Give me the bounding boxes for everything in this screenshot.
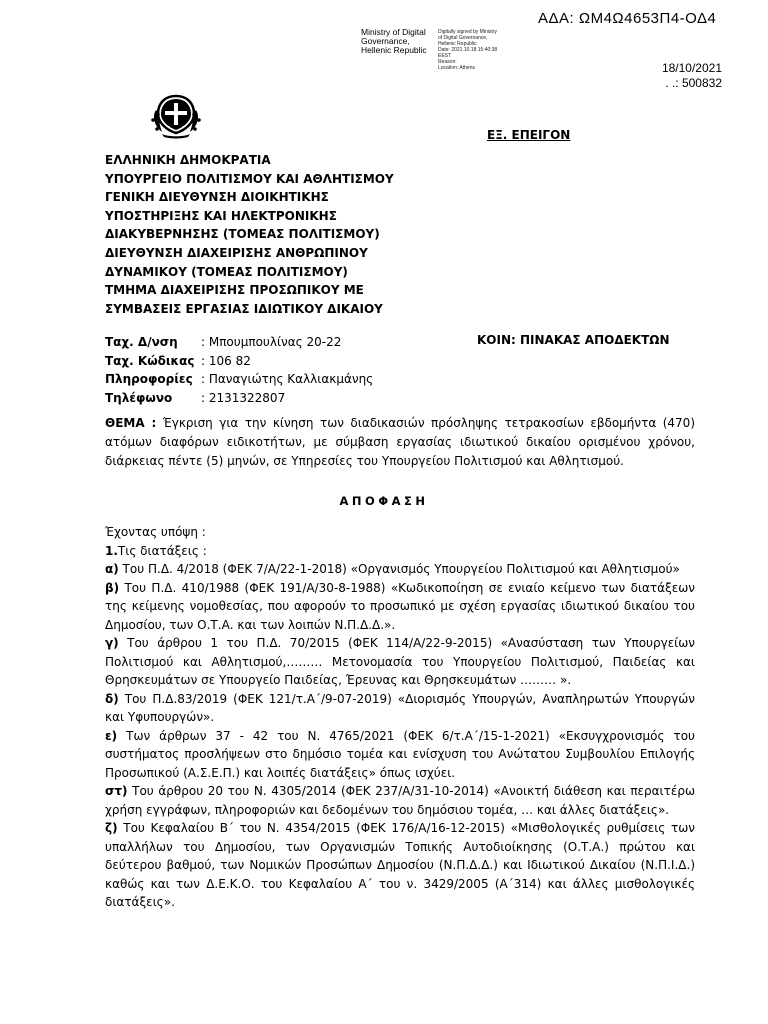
address-value: : Μπουμπουλίνας 20-22 <box>201 335 342 349</box>
signature-detail-line: Digitally signed by Ministry <box>438 29 497 35</box>
ada-number: ΑΔΑ: ΩΜ4Ω4653Π4-ΟΔ4 <box>538 10 717 27</box>
signature-detail-line: Reason: <box>438 59 457 65</box>
subject-text: Έγκριση για την κίνηση των διαδικασιών πρόσληψης τετρακοσίων εβδομήντα (470) ατόμων διαφόρων ειδικοτήτων, με σύμβαση εργασίας ιδιωτικού δικαίου ορισμένου χρόνου, διάρκειας πέντε (5) μηνών, σε Υπηρεσίες του Υπουργείου Πολιτισμού και Αθλητισμού. <box>105 416 695 468</box>
clause-text: Του άρθρου 1 του Π.Δ. 70/2015 (ΦΕΚ 114/Α/22-9-2015) «Ανασύσταση των Υπουργείων Πολιτισμού και Αθλητισμού,……… Μετονομασία του Υπουργείου Πολιτισμού, Παιδείας και Θρησκευμάτων σε Υπουργείο Παιδείας, Έρευνας και Θρησκευμάτων ……… ». <box>105 636 695 687</box>
phone-row <box>105 389 373 408</box>
clause-b <box>105 579 695 635</box>
info-label: Πληροφορίες <box>105 372 193 386</box>
item-1-number: 1. <box>105 543 118 558</box>
clause-text: Του Π.Δ.83/2019 (ΦΕΚ 121/τ.Α΄/9-07-2019) «Διορισμός Υπουργών, Αναπληρωτών Υπουργών και Υφυπουργών». <box>105 691 695 724</box>
sender-line: ΔΙΕΥΘΥΝΣΗ ΔΙΑΧΕΙΡΙΣΗΣ ΑΝΘΡΩΠΙΝΟΥ <box>105 245 368 260</box>
sender-line: ΥΠΟΣΤΗΡΙΞΗΣ ΚΑΙ ΗΛΕΚΤΡΟΝΙΚΗΣ <box>105 208 337 223</box>
intro-line: Έχοντας υπόψη : <box>105 525 206 539</box>
decision-title: ΑΠΟΦΑΣΗ <box>339 494 429 508</box>
phone-label: Τηλέφωνο <box>105 390 173 405</box>
clause-label: δ) <box>105 691 119 706</box>
clause-d <box>105 690 695 727</box>
postcode-value: : 106 82 <box>201 353 251 368</box>
signature-label-line: Hellenic Republic <box>361 45 427 56</box>
clause-st <box>105 782 695 819</box>
decision-body <box>105 523 695 912</box>
clause-label: στ) <box>105 784 128 798</box>
signature-details <box>438 29 538 71</box>
clause-text: Του Π.Δ. 4/2018 (ΦΕΚ 7/Α/22-1-2018) «Οργανισμός Υπουργείου Πολιτισμού και Αθλητισμού» <box>118 562 680 576</box>
clause-a <box>105 560 695 579</box>
item-1 <box>105 542 695 561</box>
clause-label: ζ) <box>105 821 118 835</box>
postcode-row <box>105 352 373 371</box>
postcode-label: Ταχ. Κώδικας <box>105 353 195 368</box>
protocol-number: . .: 500832 <box>665 76 722 90</box>
sender-line: ΣΥΜΒΑΣΕΙΣ ΕΡΓΑΣΙΑΣ ΙΔΙΩΤΙΚΟΥ ΔΙΚΑΙΟΥ <box>105 301 383 316</box>
clause-c <box>105 634 695 690</box>
address-label: Ταχ. Δ/νση <box>105 335 178 349</box>
signature-label <box>361 28 441 56</box>
info-value: : Παναγιώτης Καλλιακμάνης <box>201 372 374 386</box>
address-row <box>105 333 373 352</box>
signature-detail-line: EEST <box>438 53 452 59</box>
signature-detail-line: Hellenic Republic <box>438 41 477 47</box>
clause-e <box>105 727 695 783</box>
signature-label-line: Ministry of Digital <box>361 27 426 37</box>
subject-label: ΘΕΜΑ : <box>105 416 157 430</box>
clause-label: ε) <box>105 728 118 743</box>
sender-line: ΔΙΑΚΥΒΕΡΝΗΣΗΣ (ΤΟΜΕΑΣ ΠΟΛΙΤΙΣΜΟΥ) <box>105 227 380 242</box>
clause-label: α) <box>105 562 119 576</box>
clause-text: Του Π.Δ. 410/1988 (ΦΕΚ 191/Α/30-8-1988) «Κωδικοποίηση σε ενιαίο κείμενο των διατάξεων της κείμενης νομοθεσίας, που αφορούν το προσωπικό με σχέση εργασίας ιδιωτικού δικαίου του Δημοσίου, των Ο.Τ.Α. και των λοιπών Ν.Π.Δ.Δ.». <box>105 580 695 632</box>
sender-line: ΥΠΟΥΡΓΕΙΟ ΠΟΛΙΤΙΣΜΟΥ ΚΑΙ ΑΘΛΗΤΙΣΜΟΥ <box>105 171 394 186</box>
recipients-label: ΚΟΙΝ: ΠΙΝΑΚΑΣ ΑΠΟΔΕΚΤΩΝ <box>477 333 670 347</box>
sender-line: ΓΕΝΙΚΗ ΔΙΕΥΘΥΝΣΗ ΔΙΟΙΚΗΤΙΚΗΣ <box>105 190 329 205</box>
urgent-label: ΕΞ. ΕΠΕΙΓΟΝ <box>487 128 571 142</box>
contact-details <box>105 333 373 407</box>
sender-line: ΕΛΛΗΝΙΚΗ ΔΗΜΟΚΡΑΤΙΑ <box>105 153 271 167</box>
subject-paragraph <box>105 414 695 471</box>
info-row <box>105 370 373 389</box>
sender-line: ΤΜΗΜΑ ΔΙΑΧΕΙΡΙΣΗΣ ΠΡΟΣΩΠΙΚΟΥ ΜΕ <box>105 283 364 298</box>
hellenic-emblem-icon <box>148 90 204 140</box>
sender-line: ΔΥΝΑΜΙΚΟΥ (ΤΟΜΕΑΣ ΠΟΛΙΤΙΣΜΟΥ) <box>105 264 348 279</box>
signature-label-line: Governance, <box>361 36 410 47</box>
clause-label: β) <box>105 580 120 595</box>
phone-value: : 2131322807 <box>201 390 286 405</box>
signature-detail-line: of Digital Governance, <box>438 35 488 41</box>
clause-text: Των άρθρων 37 - 42 του Ν. 4765/2021 (ΦΕΚ 6/τ.Α΄/15-1-2021) «Εκσυγχρονισμός του συστήματος προσλήψεων στο δημόσιο τομέα και ενίσχυση του Ανώτατου Συμβουλίου Επιλογής Προσωπικού (Α.Σ.Ε.Π.) και λοιπές διατάξεις» όπως ισχύει. <box>105 728 695 780</box>
sender-header <box>105 151 394 318</box>
signature-detail-line: Location: Athens <box>438 65 475 71</box>
clause-z <box>105 819 695 912</box>
clause-text: Του άρθρου 20 του Ν. 4305/2014 (ΦΕΚ 237/Α/31-10-2014) «Ανοικτή διάθεση και περαιτέρω χρήση εγγράφων, πληροφοριών και δεδομένων του δημόσιου τομέα, … και άλλες διατάξεις». <box>105 784 695 817</box>
clause-text: Του Κεφαλαίου Β΄ του Ν. 4354/2015 (ΦΕΚ 176/Α/16-12-2015) «Μισθολογικές ρυθμίσεις των υπαλλήλων του Δημοσίου, των Οργανισμών Τοπικής Αυτοδιοίκησης (Ο.Τ.Α.) πρώτου και δεύτερου βαθμού, των Νομικών Προσώπων Δημοσίου (Ν.Π.Δ.Δ.) και Ιδιωτικού Δικαίου (Ν.Π.Ι.Δ.) καθώς και των Δ.Ε.Κ.Ο. του Κεφαλαίου Α΄ του ν. 3429/2005 (Α΄314) και άλλες μισθολογικές διατάξεις». <box>105 821 695 909</box>
document-date: 18/10/2021 <box>661 61 722 75</box>
signature-detail-line: Date: 2021.10.18 15:40:38 <box>438 47 498 53</box>
clause-label: γ) <box>105 636 119 650</box>
item-1-text: Τις διατάξεις : <box>117 543 207 558</box>
